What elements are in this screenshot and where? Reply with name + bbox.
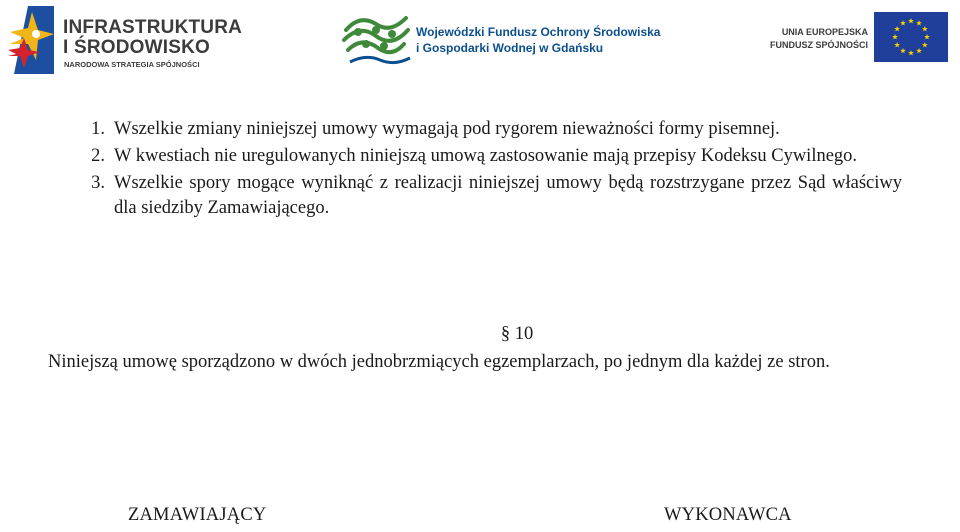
wfos-name-line1: Wojewódzki Fundusz Ochrony Środowiska	[416, 25, 661, 39]
eu-flag-icon	[874, 12, 948, 62]
star-emblem-icon	[6, 4, 56, 74]
clause-item	[48, 117, 902, 142]
eu-name	[770, 26, 868, 52]
wfosigw-logo	[340, 10, 670, 70]
signature-contractor: WYKONAWCA	[664, 505, 792, 525]
logo-title	[63, 18, 242, 58]
section-heading: § 10	[500, 324, 534, 344]
signature-ordering-party: ZAMAWIAJĄCY	[128, 505, 267, 525]
clause-text: W kwestiach nie uregulowanych niniejszą umową zastosowanie mają przepisy Kodeksu Cywilnego.	[114, 146, 858, 166]
logo-title-line2: I ŚRODOWISKO	[63, 37, 211, 58]
wfos-name-line2: i Gospodarki Wodnej w Gdańsku	[416, 41, 604, 55]
clause-list	[48, 117, 902, 223]
section-paragraph: Niniejszą umowę sporządzono w dwóch jednobrzmiących egzemplarzach, po jednym dla każdej ze stron.	[48, 352, 830, 372]
infrastruktura-srodowisko-logo	[6, 4, 243, 74]
clause-item	[48, 144, 902, 169]
clause-text: Wszelkie zmiany niniejszej umowy wymagają pod rygorem nieważności formy pisemnej.	[114, 119, 780, 139]
clause-number: 1.	[91, 119, 105, 139]
logo-subtitle: NARODOWA STRATEGIA SPÓJNOŚCI	[64, 60, 200, 69]
eu-cohesion-fund-logo	[770, 12, 950, 66]
eu-name-line1: UNIA EUROPEJSKA	[781, 27, 868, 37]
eu-name-line2: FUNDUSZ SPÓJNOŚCI	[770, 40, 869, 50]
clause-number: 3.	[91, 173, 105, 193]
wfos-emblem-icon	[340, 10, 412, 68]
clause-text: Wszelkie spory mogące wyniknąć z realizacji niniejszej umowy będą rozstrzygane przez Sąd właściwy dla siedziby Zamawiającego.	[114, 173, 902, 218]
logo-title-line1: INFRASTRUKTURA	[63, 17, 243, 38]
wfos-name	[416, 24, 660, 56]
clause-item	[48, 171, 902, 221]
clause-number: 2.	[91, 146, 105, 166]
